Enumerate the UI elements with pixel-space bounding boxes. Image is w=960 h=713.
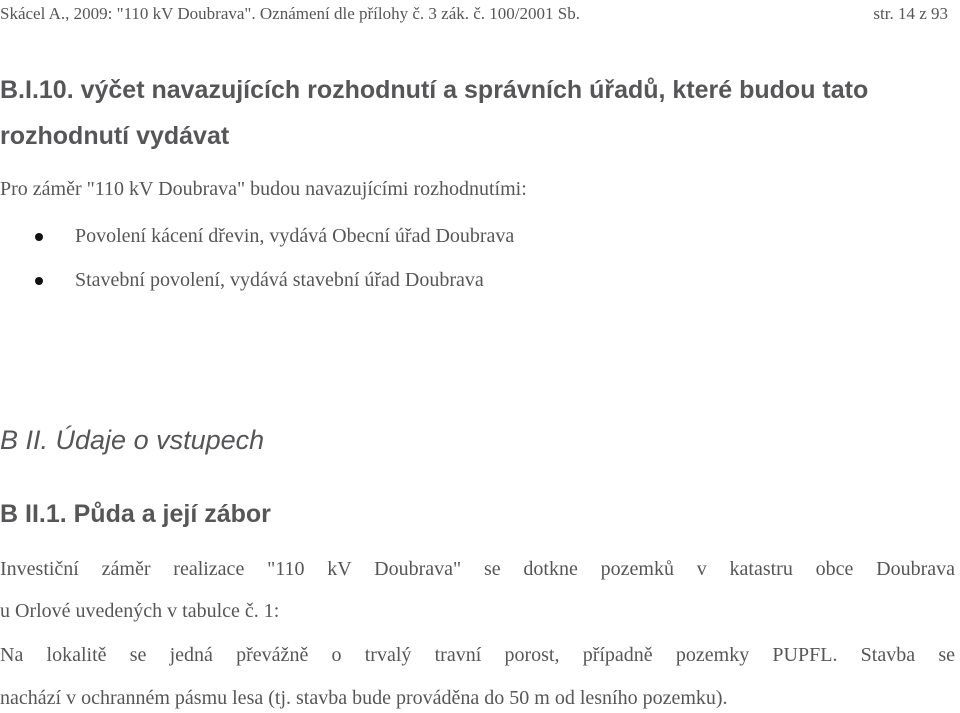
section-b-i-10-title-line2: rozhodnutí vydávat xyxy=(0,122,230,150)
bullet-icon xyxy=(35,233,43,241)
intro-paragraph: Pro záměr "110 kV Doubrava" budou navazujícími rozhodnutími: xyxy=(0,178,527,200)
section-b-ii-1-title: B II.1. Půda a její zábor xyxy=(0,500,271,528)
paragraph-line: nachází v ochranném pásmu lesa (tj. stavba bude prováděna do 50 m od lesního pozemku). xyxy=(0,687,728,709)
header-citation: Skácel A., 2009: "110 kV Doubrava". Oznámení dle přílohy č. 3 zák. č. 100/2001 Sb. xyxy=(0,4,580,23)
page-number: str. 14 z 93 xyxy=(873,4,948,23)
bullet-icon xyxy=(35,277,43,285)
list-item-text: Povolení kácení dřevin, vydává Obecní úřad Doubrava xyxy=(75,225,515,247)
page-header xyxy=(0,4,948,24)
paragraph-line: Na lokalitě se jedná převážně o trvalý travní porost, případně pozemky PUPFL. Stavba se xyxy=(0,644,955,666)
section-b-ii-title: B II. Údaje o vstupech xyxy=(0,425,265,455)
section-b-i-10-title-line1: B.I.10. výčet navazujících rozhodnutí a správních úřadů, které budou tato xyxy=(0,76,869,104)
list-item-text: Stavební povolení, vydává stavební úřad Doubrava xyxy=(75,269,484,291)
paragraph-line: u Orlové uvedených v tabulce č. 1: xyxy=(0,600,280,622)
paragraph-line: Investiční záměr realizace "110 kV Doubrava" se dotkne pozemků v katastru obce Doubrava xyxy=(0,558,955,580)
